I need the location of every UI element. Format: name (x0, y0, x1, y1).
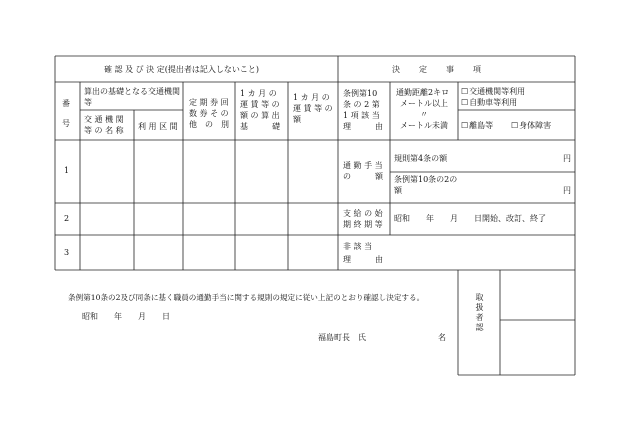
row-no-2: 2 (64, 214, 70, 223)
allowance-rule4: 規則第4条の額 (394, 154, 448, 163)
col-transport-name-2: 等 の 名 称 (84, 126, 124, 135)
reason-label-2: 理 由 (343, 255, 383, 264)
col-dist-2: メートル以上 (400, 99, 448, 108)
col-basis-title: 算出の基礎となる交通機関等 (84, 87, 180, 107)
footer-name: 名 (438, 333, 446, 342)
col-fare-basis-2: 運 賃 等 の (240, 100, 280, 109)
header-right: 決 定 事 項 (392, 65, 482, 74)
handler-label: 取扱者認 (475, 293, 484, 333)
period-label-2: 期 終 期 等 (343, 220, 383, 229)
col-article-4: 理 由 (343, 122, 383, 131)
col-dist-1: 通勤距離2キロ (396, 88, 450, 97)
col-fare-basis-4: 基 礎 (240, 122, 280, 131)
footer-statement: 条例第10条の2及び同条に基く職員の通勤手当に関する規則の規定に従い上記のとおり確認し決定する。 (68, 293, 425, 302)
row-no-3: 3 (64, 248, 70, 257)
opt-transport-checkbox[interactable]: ☐ 交通機関等利用 (461, 86, 525, 97)
col-ticket-1: 定 期 券 回 (189, 98, 229, 107)
allowance-label-2: の 額 (343, 172, 383, 181)
col-dist-mark: 〃 (420, 110, 428, 119)
reason-label-1: 非 該 当 (343, 242, 373, 251)
col-no-a: 番 (62, 99, 70, 108)
col-article-2: 条 の 2 第 (343, 100, 380, 109)
opt-car-checkbox[interactable]: ☐ 自動車等利用 (461, 97, 517, 108)
col-fare-basis-3: 額 の 算 出 (240, 111, 280, 120)
col-fare-amount-1: 1 カ 月 の (293, 93, 330, 102)
footer-date: 昭和 年 月 日 (82, 312, 170, 321)
col-no-b: 号 (62, 119, 70, 128)
header-left: 確 認 及 び 決 定(提出者は記入しないこと) (104, 65, 259, 74)
opt-disabled-checkbox[interactable]: ☐ 身体障害 (511, 120, 551, 131)
col-article-3: 1 項 該 当 (343, 111, 380, 120)
period-label-1: 支 給 の 始 (343, 209, 383, 218)
col-usage-section: 利 用 区 間 (138, 122, 178, 131)
col-dist-3: メートル未満 (400, 121, 448, 130)
col-fare-basis-1: 1 カ 月 の (240, 89, 277, 98)
allowance-label-1: 通 勤 手 当 (343, 161, 383, 170)
allowance-article10-2: 額 (394, 186, 402, 195)
footer-signer: 福島町長 氏 (318, 333, 366, 342)
allowance-yen-2: 円 (563, 186, 571, 195)
col-article-1: 条例第10 (343, 89, 378, 98)
col-ticket-3: 他 の 別 (189, 120, 229, 129)
opt-remote-checkbox[interactable]: ☐ 離島等 (461, 120, 493, 131)
col-fare-amount-2: 運 賃 等 の (293, 104, 333, 113)
period-text: 昭和 年 月 日開始、改訂、終了 (394, 214, 546, 223)
allowance-yen-1: 円 (563, 154, 571, 163)
allowance-article10-1: 条例第10条の2の (394, 175, 458, 184)
col-ticket-2: 数 券 そ の (189, 109, 229, 118)
col-fare-amount-3: 額 (293, 115, 301, 124)
row-no-1: 1 (64, 166, 70, 175)
col-transport-name-1: 交 通 機 関 (84, 115, 124, 124)
